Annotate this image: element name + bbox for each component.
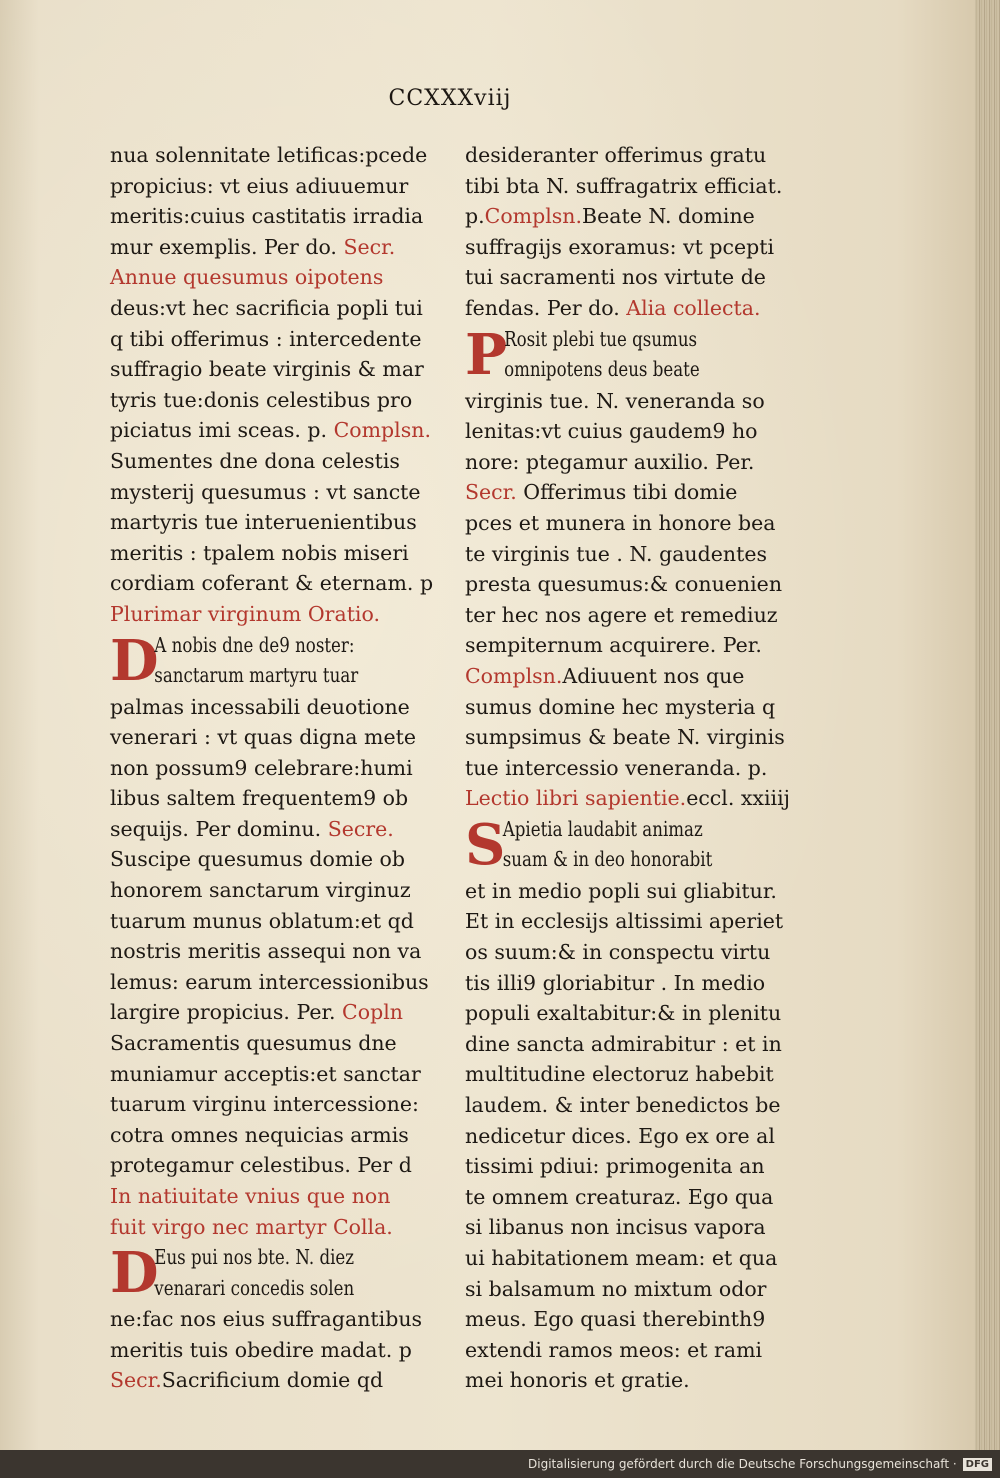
text-line: pces et munera in honore bea <box>465 510 776 535</box>
text-line: Secr. Offerimus tibi domie <box>465 480 738 505</box>
text-line: honorem sanctarum virginuz <box>110 878 411 903</box>
right-column <box>465 140 795 1396</box>
text-line: sequijs. Per dominu. Secre. <box>110 816 394 841</box>
text-line: tuarum munus oblatum:et qd <box>110 908 414 933</box>
text-line: et in medio popli sui gliabitur. <box>465 878 777 903</box>
rubric: Secr. <box>465 480 517 505</box>
drop-cap: D <box>110 627 159 694</box>
drop-cap: S <box>465 811 506 878</box>
rubric: Complsn. <box>465 663 563 688</box>
text-line: si libanus non incisus vapora <box>465 1215 766 1240</box>
rubric: Complsn. <box>484 204 583 229</box>
section-heading: In natiuitate vnius que non <box>110 1184 391 1208</box>
text-line: populi exaltabitur:& in plenitu <box>465 1001 782 1026</box>
text-line: venarari concedis solen <box>154 1275 355 1300</box>
text-line: fendas. Per do. Alia collecta. <box>465 295 761 320</box>
text-line: presta quesumus:& conuenien <box>465 572 783 597</box>
text-line: tyris tue:donis celestibus pro <box>110 387 413 412</box>
text-line: martyris tue interuenientibus <box>110 510 417 535</box>
drop-cap-block <box>110 627 440 694</box>
text-line: muniamur acceptis:et sanctar <box>110 1061 421 1086</box>
text-line: Secr.Sacrificium domie qd <box>110 1368 384 1393</box>
text-line: mei honoris et gratie. <box>465 1368 690 1393</box>
text-line: sanctarum martyru tuar <box>154 663 359 688</box>
text-line: tis illi9 gloriabitur . In medio <box>465 970 766 995</box>
rubric: Secr. <box>343 234 396 259</box>
rubric: Annue quesumus oipotens <box>110 265 384 290</box>
text-line: meritis tuis obedire madat. p <box>110 1337 412 1362</box>
text-line: tue intercessio veneranda. p. <box>465 755 768 780</box>
drop-cap: D <box>110 1240 159 1307</box>
text-line: meritis : tpalem nobis miseri <box>110 540 409 565</box>
text-line: tui sacramenti nos virtute de <box>465 265 766 290</box>
text-line: tuarum virginu intercessione: <box>110 1092 419 1117</box>
text-line: si balsamum no mixtum odor <box>465 1276 767 1301</box>
rubric: Secr. <box>110 1368 162 1393</box>
text-line: sumus domine hec mysteria q <box>465 694 776 719</box>
drop-cap-block <box>110 1240 440 1307</box>
drop-cap: P <box>465 321 508 388</box>
section-heading: Plurimar virginum Oratio. <box>110 601 380 626</box>
text-line: Sacramentis quesumus dne <box>110 1031 397 1056</box>
text-line: deus:vt hec sacrificia popli tui <box>110 295 423 320</box>
text-line: p.Complsn.Beate N. domine <box>465 204 755 229</box>
text-line: nedicetur dices. Ego ex ore al <box>465 1123 775 1148</box>
text-line: ui habitationem meam: et qua <box>465 1246 778 1270</box>
drop-cap-block <box>465 321 795 388</box>
text-line: nostris meritis assequi non va <box>110 939 422 964</box>
text-line: cordiam coferant & eternam. p <box>110 571 434 596</box>
text-line: te omnem creaturaz. Ego qua <box>465 1184 774 1209</box>
text-line: suffragijs exoramus: vt pcepti <box>465 234 775 259</box>
text-line <box>110 262 440 293</box>
text-line: protegamur celestibus. Per d <box>110 1153 412 1178</box>
text-line: non possum9 celebrare:humi <box>110 755 413 780</box>
rubric: Complsn. <box>333 418 431 443</box>
text-line: venerari : vt quas digna mete <box>110 725 416 750</box>
text-line: mur exemplis. Per do. Secr. <box>110 234 396 259</box>
text-line: dine sancta admirabitur : et in <box>465 1031 782 1056</box>
text-line: ter hec nos agere et remediuz <box>465 602 778 627</box>
text-line: Eus pui nos bte. N. diez <box>154 1245 355 1270</box>
text-line: propicius: vt eius adiuuemur <box>110 173 409 198</box>
text-line: nore: ptegamur auxilio. Per. <box>465 449 755 474</box>
text-line: multitudine electoruz habebit <box>465 1062 774 1087</box>
text-line: Apietia laudabit animaz <box>502 816 703 841</box>
rubric: Secre. <box>327 816 394 841</box>
text-line: piciatus imi sceas. p. Complsn. <box>110 418 431 443</box>
left-column <box>110 140 440 1396</box>
text-line: sempiternum acquirere. Per. <box>465 633 762 658</box>
text-line: largire propicius. Per. Copln <box>110 1000 403 1025</box>
text-line: suffragio beate virginis & mar <box>110 357 424 382</box>
text-line: palmas incessabili deuotione <box>110 694 410 719</box>
text-line: ne:fac nos eius suffragantibus <box>110 1307 423 1332</box>
text-line: te virginis tue . N. gaudentes <box>465 541 767 566</box>
text-line: meus. Ego quasi therebinth9 <box>465 1307 766 1332</box>
text-line: nua solennitate letificas:pcede <box>110 143 428 167</box>
text-line: lemus: earum intercessionibus <box>110 969 429 994</box>
text-line: mysterij quesumus : vt sancte <box>110 479 421 504</box>
text-line: cotra omnes nequicias armis <box>110 1122 409 1147</box>
text-line: tibi bta N. suffragatrix efficiat. <box>465 173 783 198</box>
viewer-footer <box>0 1450 1000 1478</box>
text-line: Complsn.Adiuuent nos que <box>465 663 745 688</box>
rubric: Alia collecta. <box>626 295 761 320</box>
text-line: suam & in deo honorabit <box>502 847 713 872</box>
page-edges <box>975 0 1000 1450</box>
text-line: omnipotens deus beate <box>504 357 700 382</box>
text-line: sumpsimus & beate N. virginis <box>465 725 785 750</box>
text-line: q tibi offerimus : intercedente <box>110 326 422 351</box>
text-line: extendi ramos meos: et rami <box>465 1337 763 1362</box>
text-line: meritis:cuius castitatis irradia <box>110 204 424 229</box>
text-line: os suum:& in conspectu virtu <box>465 940 771 965</box>
section-heading: Lectio libri sapientie. <box>465 786 687 811</box>
folio-number: CCXXXviij <box>388 86 512 111</box>
text-line: Rosit plebi tue qsumus <box>504 326 698 351</box>
text-line: Sumentes dne dona celestis <box>110 448 400 473</box>
drop-cap-block <box>465 811 795 878</box>
text-line: A nobis dne de9 noster: <box>154 632 355 657</box>
text-line: virginis tue. N. veneranda so <box>465 388 765 413</box>
text-line: laudem. & inter benedictos be <box>465 1093 781 1118</box>
text-line: Et in ecclesijs altissimi aperiet <box>465 909 784 934</box>
dfg-logo-icon: DFG <box>963 1458 992 1471</box>
footer-credit: Digitalisierung gefördert durch die Deutsche Forschungsgemeinschaft · <box>528 1457 957 1471</box>
text-line: tissimi pdiui: primogenita an <box>465 1154 765 1179</box>
text-line: desideranter offerimus gratu <box>465 143 767 167</box>
text-line: Suscipe quesumus domie ob <box>110 847 406 872</box>
section-heading: fuit virgo nec martyr Colla. <box>110 1214 393 1239</box>
rubric: Copln <box>342 1000 403 1025</box>
text-line: lenitas:vt cuius gaudem9 ho <box>465 419 758 444</box>
text-line: libus saltem frequentem9 ob <box>110 786 409 811</box>
text-line: Lectio libri sapientie.eccl. xxiiij <box>465 786 791 811</box>
